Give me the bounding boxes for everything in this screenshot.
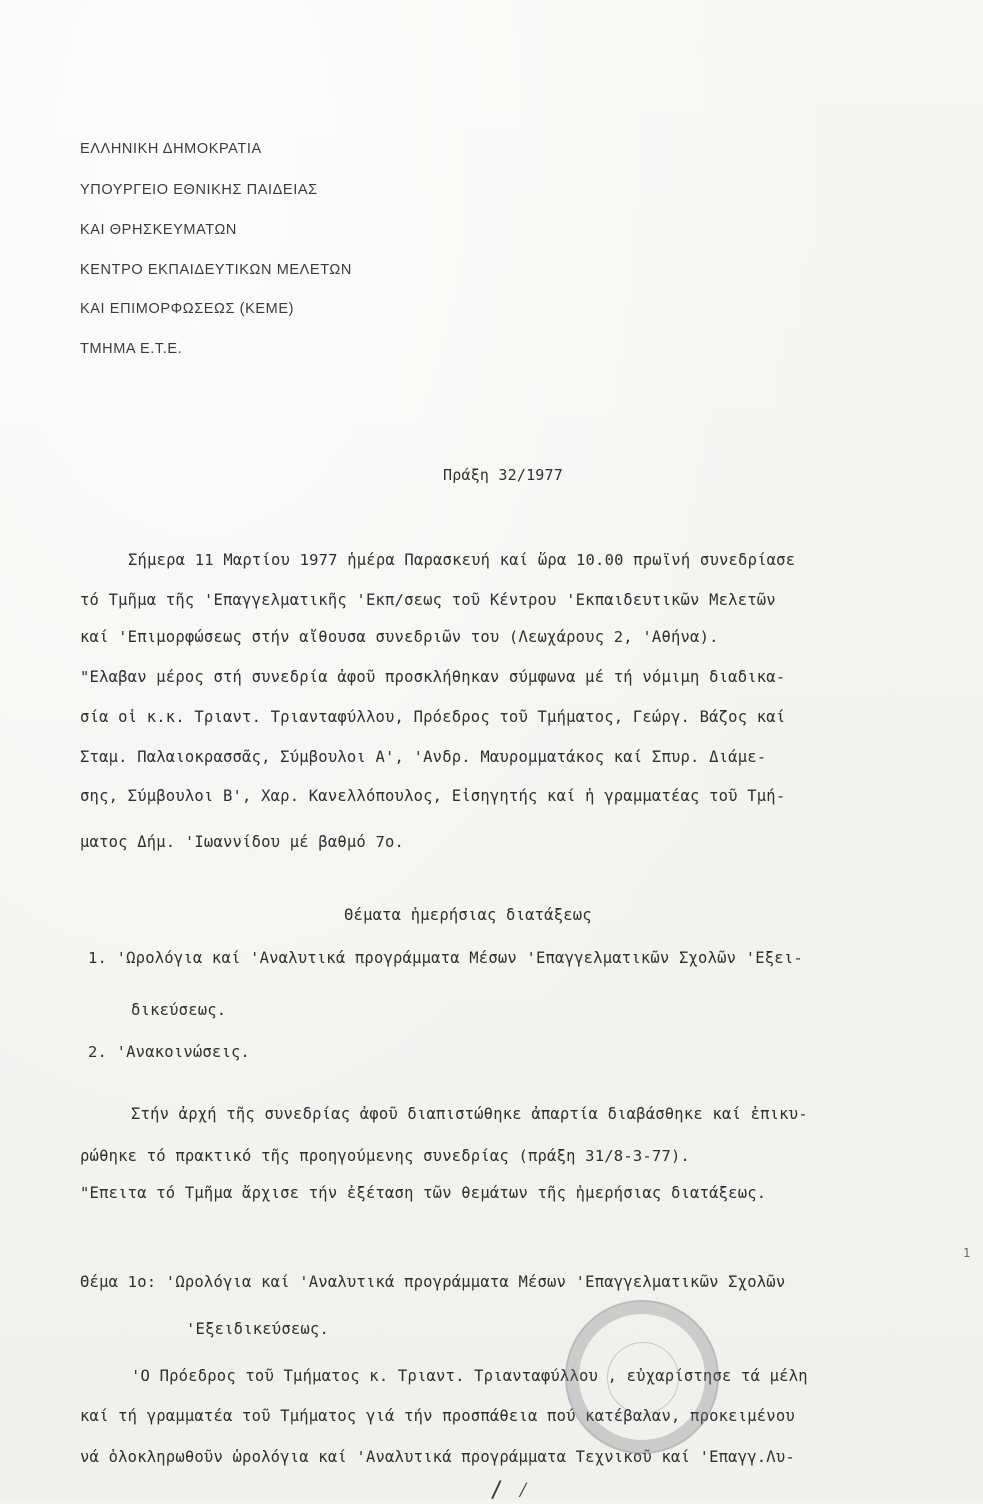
agenda-item-continuation: δικεύσεως.: [131, 1001, 227, 1019]
topic-heading-continuation: 'Εξειδικεύσεως.: [186, 1320, 329, 1338]
agenda-item: 1. 'Ωρολόγια καί 'Αναλυτικά προγράμματα Μέσων 'Επαγγελματικῶν Σχολῶν 'Εξει-: [88, 949, 803, 967]
text-line: καί τή γραμματέα τοῦ Τμήματος γιά τήν προσπάθεια πού κατέβαλαν, προκειμένου: [80, 1407, 795, 1425]
official-seal-stamp: [565, 1300, 719, 1454]
text-line: "Ελαβαν μέρος στή συνεδρία ἀφοῦ προσκλήθηκαν σύμφωνα μέ τή νόμιμη διαδικα-: [80, 668, 786, 686]
text-line: ματος Δήμ. 'Ιωαννίδου μέ βαθμό 7ο.: [80, 833, 405, 851]
agenda-item: 2. 'Ανακοινώσεις.: [88, 1043, 251, 1061]
text-line: 'Ο Πρόεδρος τοῦ Τμήματος κ. Τριαντ. Τριανταφύλλου , εὐχαρίστησε τά μέλη: [131, 1367, 808, 1385]
text-line: τό Τμῆμα τῆς 'Επαγγελματικῆς 'Εκπ/σεως τοῦ Κέντρου 'Εκπαιδευτικῶν Μελετῶν: [80, 591, 776, 609]
letterhead-line: ΚΑΙ ΕΠΙΜΟΡΦΩΣΕΩΣ (ΚΕΜΕ): [80, 301, 295, 317]
letterhead-line: ΚΑΙ ΘΡΗΣΚΕΥΜΑΤΩΝ: [80, 222, 237, 238]
text-line: καί 'Επιμορφώσεως στήν αἴθουσα συνεδριῶν του (Λεωχάρους 2, 'Αθήνα).: [80, 628, 719, 646]
letterhead-line: ΕΛΛΗΝΙΚΗ ΔΗΜΟΚΡΑΤΙΑ: [80, 141, 262, 157]
text-line: Στήν ἀρχή τῆς συνεδρίας ἀφοῦ διαπιστώθηκε ἀπαρτία διαβάσθηκε καί ἐπικυ-: [131, 1105, 808, 1123]
seal-emblem-icon: [607, 1342, 679, 1414]
letterhead-line: ΚΕΝΤΡΟ ΕΚΠΑΙΔΕΥΤΙΚΩΝ ΜΕΛΕΤΩΝ: [80, 262, 352, 278]
text-line: Σταμ. Παλαιοκρασσᾶς, Σύμβουλοι Α', 'Ανδρ. Μαυρομματάκος καί Σπυρ. Διάμε-: [80, 748, 767, 766]
margin-page-mark: 1: [963, 1246, 971, 1260]
handwritten-mark-icon: / ⁄: [490, 1478, 530, 1503]
text-line: ρώθηκε τό πρακτικό τῆς προηγούμενης συνεδρίας (πράξη 31/8-3-77).: [80, 1147, 691, 1165]
letterhead-line: ΤΜΗΜΑ Ε.Τ.Ε.: [80, 341, 183, 357]
agenda-heading: Θέματα ἡμερήσιας διατάξεως: [344, 906, 592, 924]
letterhead-line: ΥΠΟΥΡΓΕΙΟ ΕΘΝΙΚΗΣ ΠΑΙΔΕΙΑΣ: [80, 182, 318, 198]
text-line: σης, Σύμβουλοι Β', Χαρ. Κανελλόπουλος, Εἰσηγητής καί ἡ γραμματέας τοῦ Τμή-: [80, 787, 786, 805]
topic-heading: Θέμα 1ο: 'Ωρολόγια καί 'Αναλυτικά προγράμματα Μέσων 'Επαγγελματικῶν Σχολῶν: [80, 1273, 786, 1291]
text-line: "Επειτα τό Τμῆμα ἄρχισε τήν ἐξέταση τῶν θεμάτων τῆς ἡμερήσιας διατάξεως.: [80, 1184, 767, 1202]
text-line: Σήμερα 11 Μαρτίου 1977 ἡμέρα Παρασκευή καί ὥρα 10.00 πρωϊνή συνεδρίασε: [128, 551, 796, 569]
text-line: σία οἱ κ.κ. Τριαντ. Τριανταφύλλου, Πρόεδρος τοῦ Τμήματος, Γεώργ. Βάζος καί: [80, 708, 786, 726]
act-title: Πράξη 32/1977: [443, 466, 563, 484]
text-line: νά ὁλοκληρωθοῦν ὡρολόγια καί 'Αναλυτικά προγράμματα Τεχνικοῦ καί 'Επαγγ.Λυ-: [80, 1448, 795, 1466]
